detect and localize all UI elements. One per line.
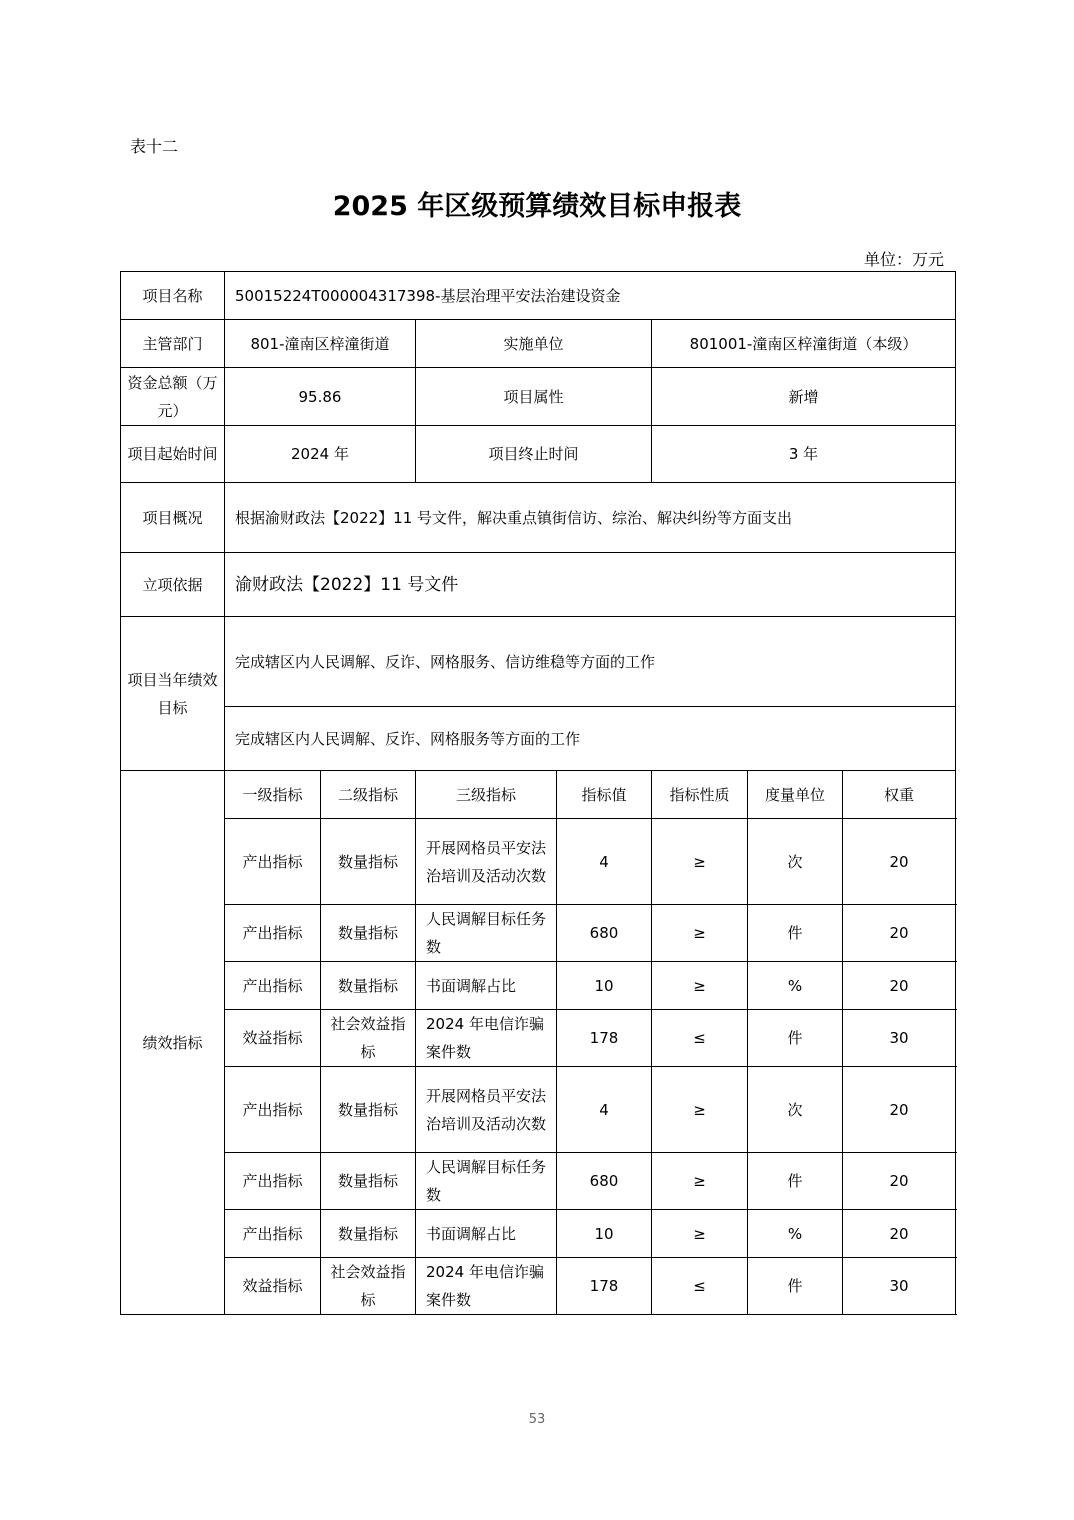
indicator-cell: 20 xyxy=(843,1153,956,1210)
indicator-cell: 件 xyxy=(748,1258,843,1315)
indicator-cell: 件 xyxy=(748,1010,843,1067)
indicator-header-cell: 二级指标 xyxy=(321,771,416,819)
fund-label: 资金总额（万元） xyxy=(121,368,225,426)
indicator-header-cell: 权重 xyxy=(843,771,956,819)
indicator-cell: 产出指标 xyxy=(225,905,321,962)
indicator-cell: 件 xyxy=(748,1153,843,1210)
goal-value-1: 完成辖区内人民调解、反诈、网格服务、信访维稳等方面的工作 xyxy=(225,617,956,707)
indicator-cell: 20 xyxy=(843,819,956,905)
page-number: 53 xyxy=(528,1412,546,1427)
start-label: 项目起始时间 xyxy=(121,426,225,483)
indicator-cell: 4 xyxy=(557,819,652,905)
row-goal-2 xyxy=(121,707,956,771)
indicator-row xyxy=(121,1258,956,1315)
unit-label: 单位：万元 xyxy=(863,250,944,269)
indicator-cell: 4 xyxy=(557,1067,652,1153)
indicator-cell: 次 xyxy=(748,819,843,905)
indicator-cell: 人民调解目标任务数 xyxy=(416,905,557,962)
overview-value: 根据渝财政法【2022】11 号文件，解决重点镇街信访、综治、解决纠纷等方面支出 xyxy=(225,483,956,553)
indicator-row xyxy=(121,962,956,1010)
row-goal-1 xyxy=(121,617,956,707)
indicator-header-cell: 指标值 xyxy=(557,771,652,819)
row-project-name xyxy=(121,272,956,320)
indicator-row xyxy=(121,1067,956,1153)
project-name-label: 项目名称 xyxy=(121,272,225,320)
indicator-cell: 178 xyxy=(557,1010,652,1067)
indicator-cell: 次 xyxy=(748,1067,843,1153)
overview-label: 项目概况 xyxy=(121,483,225,553)
indicator-row xyxy=(121,905,956,962)
indicator-cell: 产出指标 xyxy=(225,962,321,1010)
indicator-cell: 人民调解目标任务数 xyxy=(416,1153,557,1210)
perf-label: 绩效指标 xyxy=(121,771,225,1315)
indicator-cell: 2024 年电信诈骗案件数 xyxy=(416,1258,557,1315)
indicator-cell: ≥ xyxy=(652,1210,748,1258)
row-basis xyxy=(121,553,956,617)
indicator-cell: 开展网格员平安法治培训及活动次数 xyxy=(416,819,557,905)
indicator-cell: 效益指标 xyxy=(225,1010,321,1067)
indicator-row xyxy=(121,1010,956,1067)
indicator-cell: ≥ xyxy=(652,819,748,905)
indicator-cell: 产出指标 xyxy=(225,1153,321,1210)
indicator-row xyxy=(121,1210,956,1258)
indicator-cell: 社会效益指标 xyxy=(321,1010,416,1067)
indicator-cell: 数量指标 xyxy=(321,1153,416,1210)
indicator-cell: 数量指标 xyxy=(321,905,416,962)
end-label: 项目终止时间 xyxy=(416,426,652,483)
indicator-header-cell: 指标性质 xyxy=(652,771,748,819)
indicator-cell: ≥ xyxy=(652,1153,748,1210)
indicator-cell: 数量指标 xyxy=(321,1210,416,1258)
indicator-cell: 20 xyxy=(843,1210,956,1258)
dept-label: 主管部门 xyxy=(121,320,225,368)
indicator-cell: 20 xyxy=(843,962,956,1010)
document-title: 2025 年区级预算绩效目标申报表 xyxy=(332,191,742,222)
impl-value: 801001-潼南区梓潼街道（本级） xyxy=(652,320,956,368)
indicator-cell: 产出指标 xyxy=(225,1210,321,1258)
indicator-cell: ≥ xyxy=(652,1067,748,1153)
row-overview xyxy=(121,483,956,553)
indicator-cell: 书面调解占比 xyxy=(416,962,557,1010)
indicator-header-row xyxy=(121,771,956,819)
fund-value: 95.86 xyxy=(225,368,416,426)
indicator-cell: 178 xyxy=(557,1258,652,1315)
indicator-cell: ≤ xyxy=(652,1010,748,1067)
indicator-cell: 数量指标 xyxy=(321,962,416,1010)
start-value: 2024 年 xyxy=(225,426,416,483)
table-number: 表十二 xyxy=(130,137,179,156)
impl-label: 实施单位 xyxy=(416,320,652,368)
basis-value: 渝财政法【2022】11 号文件 xyxy=(225,553,956,617)
indicator-cell: 产出指标 xyxy=(225,819,321,905)
budget-form-table xyxy=(120,271,956,1315)
indicator-cell: 效益指标 xyxy=(225,1258,321,1315)
indicator-cell: ≥ xyxy=(652,905,748,962)
indicator-header-cell: 三级指标 xyxy=(416,771,557,819)
indicator-cell: 件 xyxy=(748,905,843,962)
indicator-cell: % xyxy=(748,1210,843,1258)
indicator-cell: ≥ xyxy=(652,962,748,1010)
indicator-cell: 680 xyxy=(557,1153,652,1210)
indicator-cell: ≤ xyxy=(652,1258,748,1315)
indicator-cell: 数量指标 xyxy=(321,1067,416,1153)
project-name-value: 50015224T000004317398-基层治理平安法治建设资金 xyxy=(225,272,956,320)
indicator-cell: 30 xyxy=(843,1258,956,1315)
end-value: 3 年 xyxy=(652,426,956,483)
indicator-cell: 社会效益指标 xyxy=(321,1258,416,1315)
indicator-cell: 680 xyxy=(557,905,652,962)
indicator-cell: 10 xyxy=(557,962,652,1010)
indicator-cell: 20 xyxy=(843,1067,956,1153)
row-fund xyxy=(121,368,956,426)
indicator-cell: 产出指标 xyxy=(225,1067,321,1153)
attr-label: 项目属性 xyxy=(416,368,652,426)
row-period xyxy=(121,426,956,483)
attr-value: 新增 xyxy=(652,368,956,426)
dept-value: 801-潼南区梓潼街道 xyxy=(225,320,416,368)
goal-label: 项目当年绩效目标 xyxy=(121,617,225,771)
indicator-cell: 2024 年电信诈骗案件数 xyxy=(416,1010,557,1067)
row-department xyxy=(121,320,956,368)
indicator-cell: 数量指标 xyxy=(321,819,416,905)
indicator-header-cell: 度量单位 xyxy=(748,771,843,819)
indicator-row xyxy=(121,1153,956,1210)
indicator-header-cell: 一级指标 xyxy=(225,771,321,819)
basis-label: 立项依据 xyxy=(121,553,225,617)
indicator-cell: 开展网格员平安法治培训及活动次数 xyxy=(416,1067,557,1153)
indicator-cell: % xyxy=(748,962,843,1010)
indicator-cell: 10 xyxy=(557,1210,652,1258)
indicator-cell: 20 xyxy=(843,905,956,962)
indicator-row xyxy=(121,819,956,905)
indicator-cell: 书面调解占比 xyxy=(416,1210,557,1258)
goal-value-2: 完成辖区内人民调解、反诈、网格服务等方面的工作 xyxy=(225,707,956,771)
indicator-cell: 30 xyxy=(843,1010,956,1067)
